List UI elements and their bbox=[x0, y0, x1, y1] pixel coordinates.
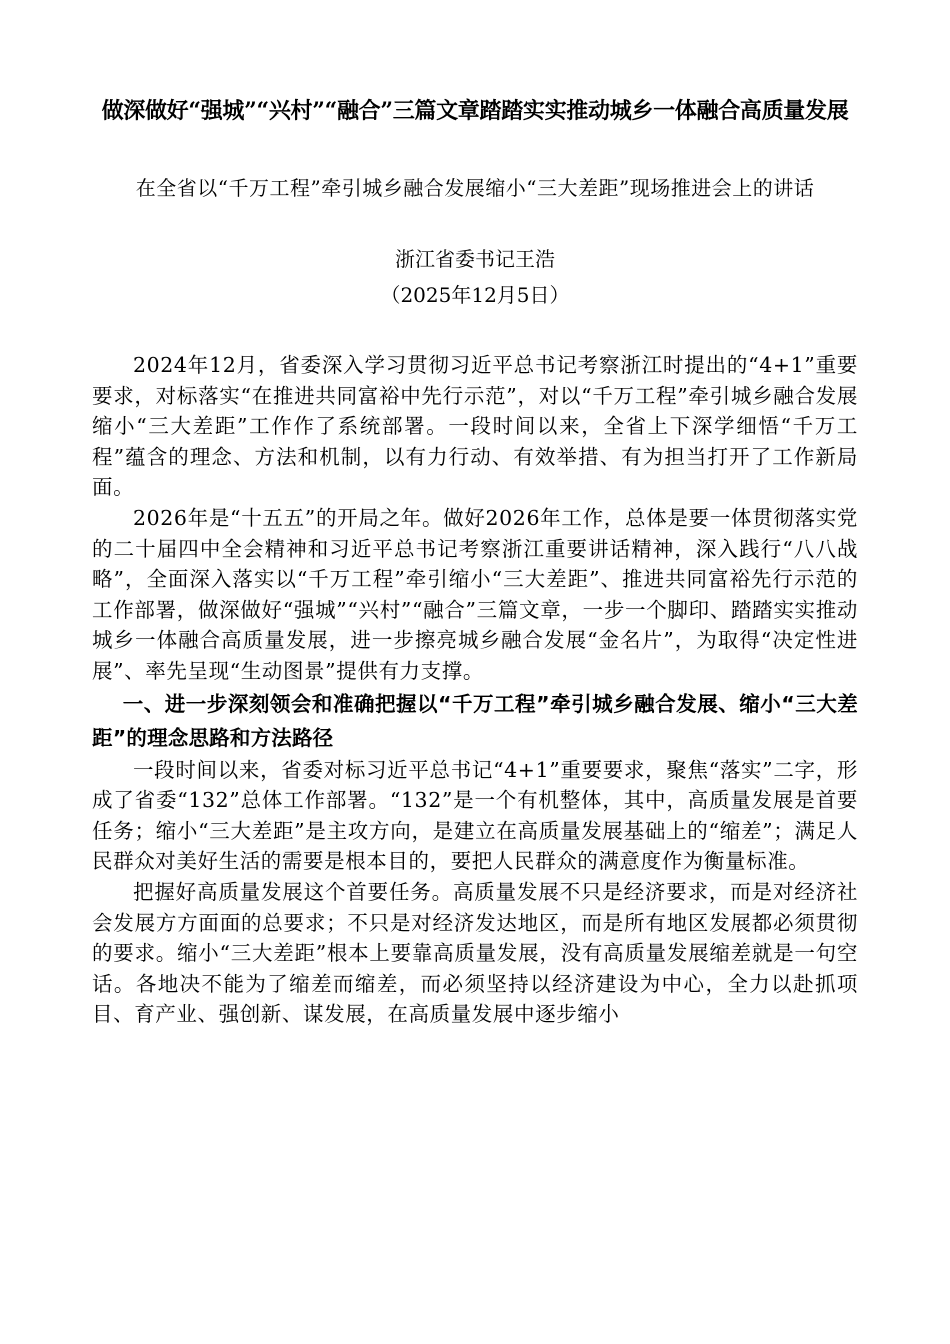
paragraph-intro-1: 2024年12月，省委深入学习贯彻习近平总书记考察浙江时提出的“4+1”重要要求，对标落实“在推进共同富裕中先行示范”，对以“千万工程”牵引城乡融合发展缩小“三大差距”工作作了系统部署。一段时间以来，全省上下深学细悟“千万工程”蕴含的理念、方法和机制，以有力行动、有效举措、有为担当打开了工作新局面。 bbox=[92, 353, 858, 500]
paragraph-intro-2: 2026年是“十五五”的开局之年。做好2026年工作，总体是要一体贯彻落实党的二十届四中全会精神和习近平总书记考察浙江重要讲话精神，深入践行“八八战略”，全面深入落实以“千万工程”牵引缩小“三大差距”、推进共同富裕先行示范的工作部署，做深做好“强城”“兴村”“融合”三篇文章，一步一个脚印、踏踏实实推动城乡一体融合高质量发展，进一步擦亮城乡融合发展“金名片”，为取得“决定性进展”、率先呈现“生动图景”提供有力支撑。 bbox=[92, 505, 858, 683]
document-title: 做深做好“强城”“兴村”“融合”三篇文章踏踏实实推动城乡一体融合高质量发展 bbox=[101, 98, 849, 124]
paragraph-section1-2: 把握好高质量发展这个首要任务。高质量发展不只是经济要求，而是对经济社会发展方方面面的总要求；不只是对经济发达地区，而是所有地区发展都必须贯彻的要求。缩小“三大差距”根本上要靠高质量发展，没有高质量发展缩差就是一句空话。各地决不能为了缩差而缩差，而必须坚持以经济建设为中心，全力以赴抓项目、育产业、强创新、谋发展，在高质量发展中逐步缩小 bbox=[92, 879, 858, 1027]
paragraph-section1-1: 一段时间以来，省委对标习近平总书记“4+1”重要要求，聚焦“落实”二字，形成了省委“132”总体工作部署。“132”是一个有机整体，其中，高质量发展是首要任务；缩小“三大差距”是主攻方向，是建立在高质量发展基础上的“缩差”；满足人民群众对美好生活的需要是根本目的，要把人民群众的满意度作为衡量标准。 bbox=[92, 757, 858, 874]
document-body bbox=[92, 350, 858, 1030]
document-date: （2025年12月5日） bbox=[380, 283, 570, 307]
section-heading-1: 一、进一步深刻领会和准确把握以“千万工程”牵引城乡融合发展、缩小“三大差距”的理念思路和方法路径 bbox=[92, 691, 858, 750]
document-subtitle: 在全省以“千万工程”牵引城乡融合发展缩小“三大差距”现场推进会上的讲话 bbox=[135, 176, 815, 200]
document-author: 浙江省委书记王浩 bbox=[395, 247, 555, 271]
